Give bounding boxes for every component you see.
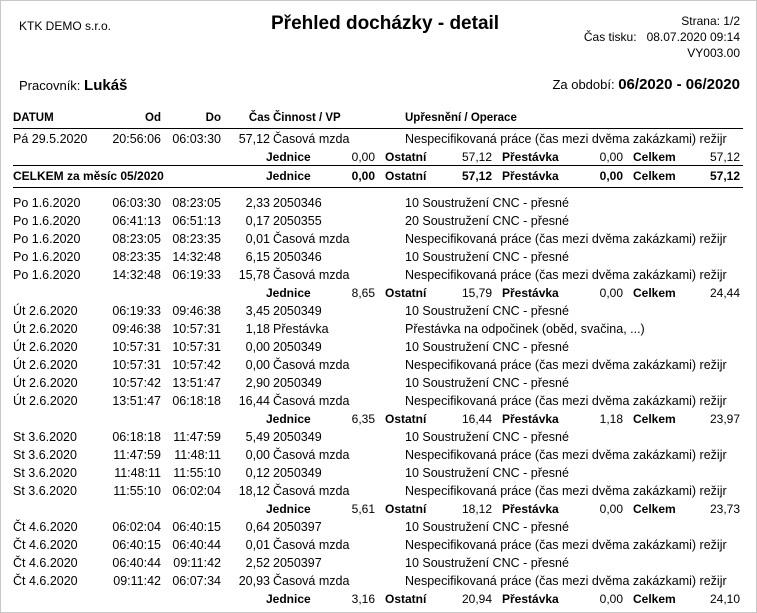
row-detail: Nespecifikovaná práce (čas mezi dvěma zakázkami) režijr <box>405 394 727 408</box>
summary-other: 57,12 <box>461 169 492 183</box>
row-from: 14:32:48 <box>112 268 161 282</box>
row-detail: 10 Soustružení CNC - přesné <box>405 304 569 318</box>
row-time: 2,52 <box>245 556 270 570</box>
row-from: 06:02:04 <box>112 520 161 534</box>
row-to: 06:07:34 <box>172 574 221 588</box>
row-from: 10:57:31 <box>112 358 161 372</box>
row-from: 20:56:06 <box>112 132 161 146</box>
row-date: Čt 4.6.2020 <box>13 574 78 588</box>
row-time: 15,78 <box>238 268 270 282</box>
worker-line <box>19 77 127 94</box>
row-to: 11:55:10 <box>173 466 221 480</box>
print-time-label: Čas tisku: <box>583 30 637 44</box>
summary-total-label: Celkem <box>633 150 676 164</box>
summary-total-label: Celkem <box>633 592 676 606</box>
row-time: 0,01 <box>245 232 270 246</box>
summary-other-label: Ostatní <box>385 592 427 606</box>
row-time: 18,12 <box>238 484 270 498</box>
table-row <box>1 212 757 230</box>
row-activity: 2050397 <box>273 520 322 534</box>
row-activity: 2050349 <box>273 340 322 354</box>
row-date: St 3.6.2020 <box>13 430 77 444</box>
report-meta <box>584 13 740 61</box>
row-date: Út 2.6.2020 <box>13 358 78 372</box>
row-activity: Časová mzda <box>273 574 350 588</box>
month-total-divider <box>13 165 743 166</box>
row-to: 06:51:13 <box>172 214 221 228</box>
row-detail: Nespecifikovaná práce (čas mezi dvěma zakázkami) režijr <box>405 268 727 282</box>
row-activity: Přestávka <box>273 322 329 336</box>
summary-units: 0,00 <box>351 169 375 183</box>
row-detail: Nespecifikovaná práce (čas mezi dvěma zakázkami) režijr <box>405 232 727 246</box>
row-time: 0,01 <box>245 538 270 552</box>
row-detail: Přestávka na odpočinek (oběd, svačina, ...) <box>405 322 645 336</box>
row-detail: 10 Soustružení CNC - přesné <box>405 196 569 210</box>
row-to: 06:18:18 <box>172 394 221 408</box>
row-date: Čt 4.6.2020 <box>13 538 78 552</box>
company-name: KTK DEMO s.r.o. <box>19 19 112 33</box>
row-to: 06:40:15 <box>172 520 221 534</box>
summary-other-label: Ostatní <box>385 412 427 426</box>
summary-other-label: Ostatní <box>385 502 427 516</box>
row-date: St 3.6.2020 <box>13 466 77 480</box>
summary-units: 6,35 <box>351 412 375 426</box>
row-detail: 10 Soustružení CNC - přesné <box>405 466 569 480</box>
summary-total: 23,73 <box>709 502 740 516</box>
report-title: Přehled docházky - detail <box>271 13 500 34</box>
summary-break: 0,00 <box>599 150 623 164</box>
month-total-row <box>1 167 757 185</box>
row-detail: 10 Soustružení CNC - přesné <box>405 520 569 534</box>
worker-label: Pracovník: <box>19 78 81 93</box>
summary-total-label: Celkem <box>633 286 676 300</box>
row-time: 3,45 <box>245 304 270 318</box>
row-to: 06:03:30 <box>172 132 221 146</box>
row-detail: Nespecifikovaná práce (čas mezi dvěma zakázkami) režijr <box>405 358 727 372</box>
summary-break: 0,00 <box>599 286 623 300</box>
summary-row <box>1 590 757 608</box>
row-time: 0,00 <box>245 340 270 354</box>
row-date: Po 1.6.2020 <box>13 268 81 282</box>
row-detail: 10 Soustružení CNC - přesné <box>405 250 569 264</box>
row-time: 16,44 <box>238 394 270 408</box>
summary-break: 0,00 <box>599 592 623 606</box>
summary-units-label: Jednice <box>266 169 311 183</box>
summary-break-label: Přestávka <box>502 502 559 516</box>
summary-break-label: Přestávka <box>502 592 559 606</box>
row-date: Po 1.6.2020 <box>13 214 81 228</box>
row-from: 10:57:31 <box>112 340 161 354</box>
row-detail: Nespecifikovaná práce (čas mezi dvěma zakázkami) režijr <box>405 538 727 552</box>
summary-total-label: Celkem <box>633 169 676 183</box>
summary-row <box>1 500 757 518</box>
table-row <box>1 392 757 410</box>
row-date: Po 1.6.2020 <box>13 250 81 264</box>
row-from: 06:18:18 <box>112 430 161 444</box>
table-row <box>1 464 757 482</box>
summary-total: 57,12 <box>709 150 740 164</box>
table-row <box>1 248 757 266</box>
row-to: 10:57:42 <box>172 358 221 372</box>
summary-total: 57,12 <box>709 169 740 183</box>
row-from: 08:23:35 <box>112 250 161 264</box>
row-from: 09:46:38 <box>112 322 161 336</box>
row-activity: 2050397 <box>273 556 322 570</box>
table-row <box>1 230 757 248</box>
col-to: Do <box>205 112 221 124</box>
row-activity: 2050355 <box>273 214 322 228</box>
row-from: 06:19:33 <box>112 304 161 318</box>
summary-other-label: Ostatní <box>385 150 427 164</box>
summary-other-label: Ostatní <box>385 286 427 300</box>
row-to: 11:47:59 <box>173 430 221 444</box>
table-row <box>1 482 757 500</box>
row-to: 09:11:42 <box>173 556 221 570</box>
summary-units: 8,65 <box>351 286 375 300</box>
table-row <box>1 356 757 374</box>
summary-units-label: Jednice <box>266 412 311 426</box>
col-detail: Upřesnění / Operace <box>405 112 517 124</box>
table-row <box>1 338 757 356</box>
row-time: 5,49 <box>245 430 270 444</box>
row-date: Út 2.6.2020 <box>13 394 78 408</box>
summary-units: 5,61 <box>351 502 375 516</box>
row-time: 57,12 <box>238 132 270 146</box>
row-from: 11:55:10 <box>113 484 161 498</box>
row-time: 2,90 <box>245 376 270 390</box>
summary-units-label: Jednice <box>266 502 311 516</box>
summary-break: 1,18 <box>599 412 623 426</box>
row-to: 10:57:31 <box>172 340 221 354</box>
row-activity: Časová mzda <box>273 232 350 246</box>
row-time: 0,64 <box>245 520 270 534</box>
summary-total-label: Celkem <box>633 502 676 516</box>
col-activity: Činnost / VP <box>273 112 341 124</box>
row-activity: 2050346 <box>273 250 322 264</box>
row-detail: 10 Soustružení CNC - přesné <box>405 556 569 570</box>
summary-other: 15,79 <box>461 286 492 300</box>
table-row <box>1 518 757 536</box>
summary-total: 24,44 <box>709 286 740 300</box>
col-from: Od <box>145 112 161 124</box>
summary-other: 20,94 <box>461 592 492 606</box>
summary-other: 16,44 <box>461 412 492 426</box>
row-date: Pá 29.5.2020 <box>13 132 88 146</box>
row-to: 11:48:11 <box>174 448 221 462</box>
summary-other: 18,12 <box>461 502 492 516</box>
print-time-line <box>584 29 740 45</box>
row-to: 09:46:38 <box>172 304 221 318</box>
row-date: Po 1.6.2020 <box>13 196 81 210</box>
row-activity: Časová mzda <box>273 358 350 372</box>
row-from: 13:51:47 <box>112 394 161 408</box>
summary-other-label: Ostatní <box>385 169 427 183</box>
row-activity: Časová mzda <box>273 268 350 282</box>
month-total-label: CELKEM za měsíc 05/2020 <box>13 169 164 183</box>
row-time: 1,18 <box>245 322 270 336</box>
row-date: Čt 4.6.2020 <box>13 556 78 570</box>
row-activity: Časová mzda <box>273 538 350 552</box>
row-date: St 3.6.2020 <box>13 448 77 462</box>
page-number: Strana: 1/2 <box>681 14 740 28</box>
period-line <box>552 76 740 93</box>
row-date: Út 2.6.2020 <box>13 304 78 318</box>
row-date: Út 2.6.2020 <box>13 340 78 354</box>
summary-break-label: Přestávka <box>502 286 559 300</box>
row-to: 14:32:48 <box>172 250 221 264</box>
summary-total: 23,97 <box>709 412 740 426</box>
row-from: 06:40:44 <box>112 556 161 570</box>
row-from: 11:48:11 <box>114 466 161 480</box>
row-time: 6,15 <box>245 250 270 264</box>
row-time: 2,33 <box>245 196 270 210</box>
summary-row <box>1 284 757 302</box>
row-time: 0,00 <box>245 358 270 372</box>
month-total-bottom-divider <box>13 187 743 188</box>
summary-units-label: Jednice <box>266 150 311 164</box>
row-activity: Časová mzda <box>273 484 350 498</box>
row-activity: Časová mzda <box>273 448 350 462</box>
row-activity: 2050349 <box>273 376 322 390</box>
row-date: Čt 4.6.2020 <box>13 520 78 534</box>
row-to: 10:57:31 <box>172 322 221 336</box>
col-time: Čas <box>248 112 270 124</box>
summary-break: 0,00 <box>599 502 623 516</box>
table-row <box>1 194 757 212</box>
column-header <box>1 112 757 128</box>
row-from: 06:03:30 <box>112 196 161 210</box>
table-row <box>1 536 757 554</box>
row-to: 06:40:44 <box>172 538 221 552</box>
row-detail: Nespecifikovaná práce (čas mezi dvěma zakázkami) režijr <box>405 132 727 146</box>
row-from: 10:57:42 <box>112 376 161 390</box>
row-to: 08:23:05 <box>172 196 221 210</box>
row-from: 09:11:42 <box>113 574 161 588</box>
row-detail: 20 Soustružení CNC - přesné <box>405 214 569 228</box>
period-value: 06/2020 - 06/2020 <box>618 76 740 93</box>
print-time: 08.07.2020 09:14 <box>646 30 740 44</box>
period-label: Za období: <box>552 77 615 92</box>
row-detail: 10 Soustružení CNC - přesné <box>405 376 569 390</box>
row-detail: Nespecifikovaná práce (čas mezi dvěma zakázkami) režijr <box>405 448 727 462</box>
row-activity: 2050349 <box>273 466 322 480</box>
summary-total: 24,10 <box>709 592 740 606</box>
row-from: 06:41:13 <box>112 214 161 228</box>
row-from: 06:40:15 <box>112 538 161 552</box>
summary-total-label: Celkem <box>633 412 676 426</box>
table-row <box>1 572 757 590</box>
table-row <box>1 554 757 572</box>
header-divider <box>13 128 743 129</box>
summary-units-label: Jednice <box>266 286 311 300</box>
row-date: St 3.6.2020 <box>13 484 77 498</box>
row-to: 08:23:35 <box>172 232 221 246</box>
table-row <box>1 302 757 320</box>
row-activity: Časová mzda <box>273 394 350 408</box>
table-row <box>1 130 757 148</box>
row-time: 0,12 <box>245 466 270 480</box>
row-time: 0,17 <box>245 214 270 228</box>
summary-break: 0,00 <box>599 169 623 183</box>
table-row <box>1 428 757 446</box>
summary-row <box>1 148 757 166</box>
summary-break-label: Přestávka <box>502 150 559 164</box>
summary-break-label: Přestávka <box>502 169 559 183</box>
row-activity: Časová mzda <box>273 132 350 146</box>
table-row <box>1 374 757 392</box>
summary-units-label: Jednice <box>266 592 311 606</box>
summary-units: 3,16 <box>351 592 375 606</box>
row-time: 0,00 <box>245 448 270 462</box>
row-date: Út 2.6.2020 <box>13 322 78 336</box>
table-row <box>1 266 757 284</box>
row-activity: 2050346 <box>273 196 322 210</box>
row-detail: Nespecifikovaná práce (čas mezi dvěma zakázkami) režijr <box>405 484 727 498</box>
row-detail: Nespecifikovaná práce (čas mezi dvěma zakázkami) režijr <box>405 574 727 588</box>
row-detail: 10 Soustružení CNC - přesné <box>405 430 569 444</box>
table-row <box>1 320 757 338</box>
row-activity: 2050349 <box>273 430 322 444</box>
row-detail: 10 Soustružení CNC - přesné <box>405 340 569 354</box>
row-date: Po 1.6.2020 <box>13 232 81 246</box>
row-from: 11:47:59 <box>113 448 161 462</box>
summary-break-label: Přestávka <box>502 412 559 426</box>
row-to: 06:19:33 <box>172 268 221 282</box>
row-from: 08:23:05 <box>112 232 161 246</box>
report-code: VY003.00 <box>687 46 740 60</box>
summary-other: 57,12 <box>461 150 492 164</box>
row-to: 13:51:47 <box>172 376 221 390</box>
row-time: 20,93 <box>238 574 270 588</box>
row-to: 06:02:04 <box>172 484 221 498</box>
row-activity: 2050349 <box>273 304 322 318</box>
col-date: DATUM <box>13 112 54 124</box>
summary-row <box>1 410 757 428</box>
worker-name: Lukáš <box>84 77 128 94</box>
row-date: Út 2.6.2020 <box>13 376 78 390</box>
table-row <box>1 446 757 464</box>
summary-units: 0,00 <box>351 150 375 164</box>
